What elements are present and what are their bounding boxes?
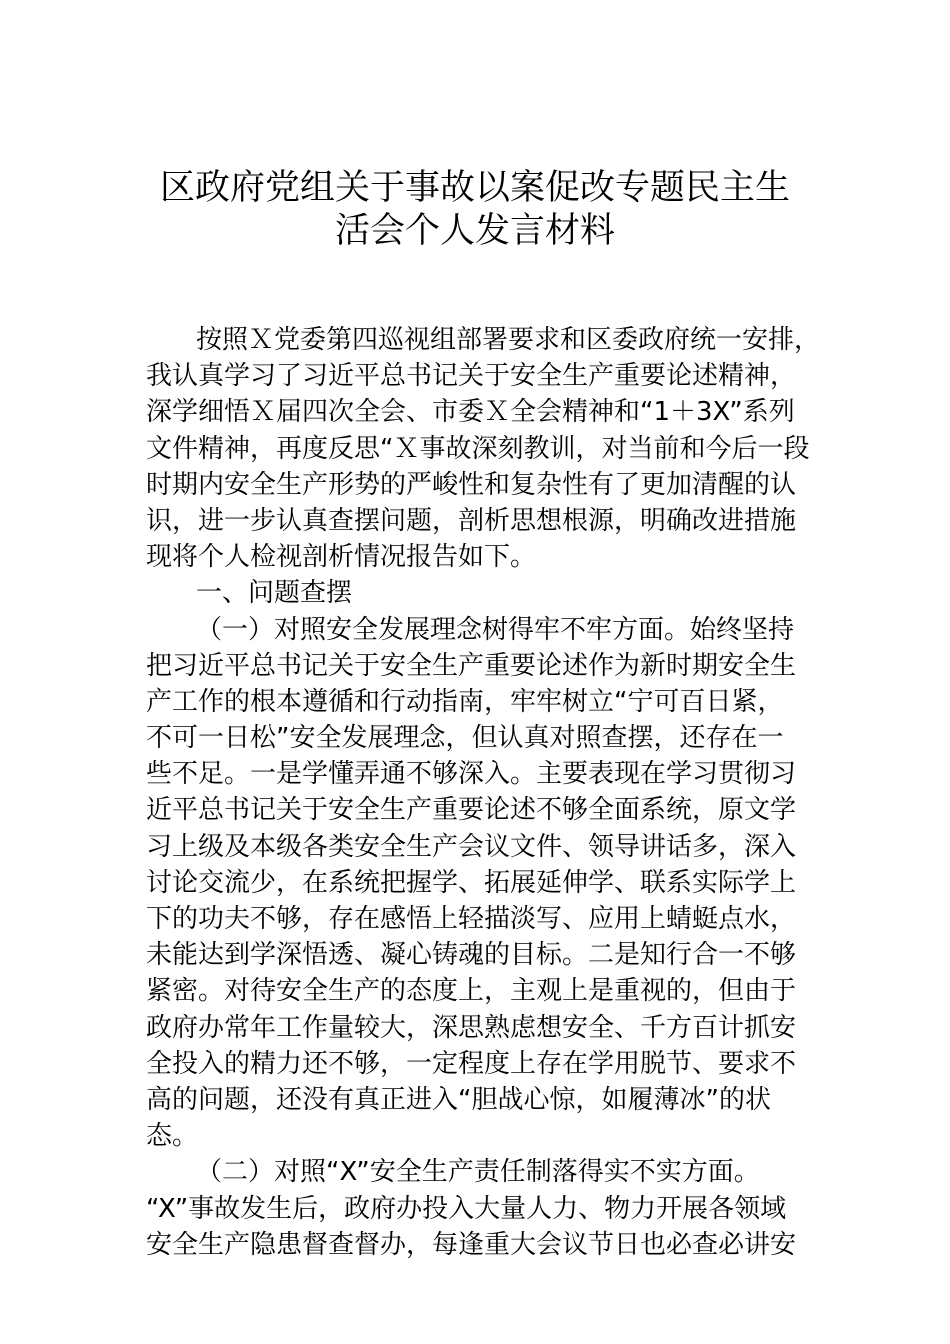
paragraph-line: 政府办常年工作量较大，深思熟虑想安全、千方百计抓安: [146, 1012, 797, 1043]
paragraph-line: 把习近平总书记关于安全生产重要论述作为新时期安全生: [146, 650, 797, 681]
paragraph-line: 近平总书记关于安全生产重要论述不够全面系统，原文学: [146, 795, 797, 826]
paragraph-line: 不可一日松”安全发展理念，但认真对照查摆，还存在一: [146, 723, 784, 754]
paragraph-line: 态。: [146, 1121, 199, 1152]
document-body: [146, 322, 821, 1263]
paragraph-line: 现将个人检视剖析情况报告如下。: [146, 542, 537, 573]
paragraph-line: 识，进一步认真查摆问题，剖析思想根源，明确改进措施: [146, 505, 797, 536]
paragraph-line: （一）对照安全发展理念树得牢不牢方面。始终坚持: [196, 614, 795, 645]
paragraph-line: 高的问题，还没有真正进入“胆战心惊，如履薄冰”的状: [146, 1084, 771, 1115]
paragraph-line: 下的功夫不够，存在感悟上轻描淡写、应用上蜻蜓点水，: [146, 904, 797, 934]
paragraph-line: 产工作的根本遵循和行动指南，牢牢树立“宁可百日紧，: [146, 686, 784, 717]
document-title-line-2: 活会个人发言材料: [334, 211, 615, 251]
paragraph-line: “X”事故发生后，政府办投入大量人力、物力开展各领域: [146, 1193, 787, 1224]
paragraph-line: 习上级及本级各类安全生产会议文件、领导讲话多，深入: [146, 831, 797, 862]
paragraph-line: 我认真学习了习近平总书记关于安全生产重要论述精神，: [146, 361, 797, 392]
paragraph-line: 文件精神，再度反思“Ｘ事故深刻教训，对当前和今后一段: [146, 433, 810, 464]
paragraph-line: 未能达到学深悟透、凝心铸魂的目标。二是知行合一不够: [146, 940, 797, 971]
paragraph-line: 些不足。一是学懂弄通不够深入。主要表现在学习贯彻习: [146, 759, 797, 790]
paragraph-line: 按照Ｘ党委第四巡视组部署要求和区委政府统一安排，: [196, 325, 821, 355]
paragraph-line: 时期内安全生产形势的严峻性和复杂性有了更加清醒的认: [146, 469, 797, 500]
section-heading: 一、问题查摆: [196, 578, 353, 609]
paragraph-line: 深学细悟Ｘ届四次全会、市委Ｘ全会精神和“1＋3X”系列: [146, 397, 795, 428]
document-title-line-1: 区政府党组关于事故以案促改专题民主生: [159, 168, 790, 208]
paragraph-line: 全投入的精力还不够，一定程度上存在学用脱节、要求不: [146, 1048, 797, 1079]
paragraph-line: （二）对照“X”安全生产责任制落得实不实方面。: [196, 1157, 760, 1188]
paragraph-line: 讨论交流少，在系统把握学、拓展延伸学、联系实际学上: [146, 867, 797, 898]
paragraph-line: 安全生产隐患督查督办，每逢重大会议节日也必查必讲安: [146, 1229, 797, 1260]
paragraph-line: 紧密。对待安全生产的态度上，主观上是重视的，但由于: [146, 976, 797, 1007]
